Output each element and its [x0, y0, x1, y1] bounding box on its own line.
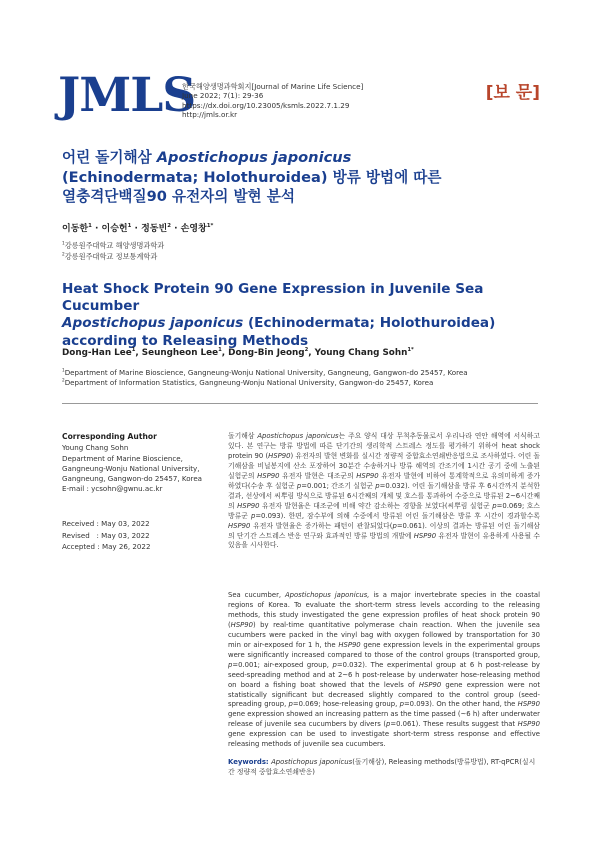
affiliation — [62, 368, 468, 378]
author-separator: , — [308, 348, 315, 358]
journal-url[interactable]: http://jmls.or.kr — [182, 110, 238, 120]
corresponding-author-line: Gangneung-Wonju National University, — [62, 463, 200, 473]
italic-run: HSP90 — [517, 700, 540, 709]
text-run: 유전자 발현이 유용하게 사용될 수 있음을 시사한다. — [228, 531, 541, 550]
affiliation-text: 강릉원주대학교 해양생명과학과 — [64, 241, 165, 250]
author-name: 이동한 — [62, 224, 89, 234]
corresponding-author — [62, 432, 212, 495]
text-run: 유전자 발현에 비하여 통계학적으로 유의미하게 증가하였다(수송 후 실험군 — [228, 471, 540, 490]
author-name: Dong-Bin Jeong — [228, 348, 305, 358]
section-divider — [62, 403, 538, 404]
text-run: 유전자 발현율은 증가하는 패턴이 관찰되었다( — [250, 521, 393, 530]
text-run: 는 주요 양식 대상 무척추동물로서 우리나라 연안 해역에 서식하고 있다. 본 연구는 방류 방법에 따른 단기간의 생리학적 스트레스 정도를 평가하기 위하여 heat shock protein 90 ( — [228, 432, 541, 460]
italic-run: Apostichopus japonicus — [271, 758, 353, 766]
corresponding-author-email[interactable]: E-mail : ycsohn@gwnu.ac.kr — [62, 484, 163, 494]
text-run: =0.093). On the other hand, the — [403, 700, 518, 709]
keywords-text — [228, 758, 535, 776]
corresponding-author-line: Department of Marine Bioscience, — [62, 453, 183, 463]
article-type-label: [보 문] — [485, 83, 540, 103]
corresponding-author-line: Young Chang Sohn — [62, 443, 129, 453]
english-abstract — [228, 591, 540, 750]
text-run: =0.032). The experimental group at 6 h post-release by seed-spreading method and at 2~6 h post-release by underwater hose-releasing method on board a fishing boat showed that the levels of — [228, 660, 540, 689]
author-separator: · — [131, 224, 142, 234]
affiliation-sup: 1 — [62, 368, 65, 374]
author-separator: · — [91, 224, 102, 234]
author-sup: 2 — [167, 223, 171, 229]
text-run: =0.032). 어린 돌기해삼을 방류 후 6시간까지 분석한 결과, 선상에서 씨뿌림 방식으로 방류된 6시간째의 개체 및 호스를 통과하여 수중으로 방류된 2~6시간째의 — [228, 481, 541, 510]
author-name: Seungheon Lee — [141, 348, 219, 358]
text-run: =0.069; 호스 방류군 — [228, 501, 540, 520]
italic-run: HSP90 — [517, 720, 540, 729]
text-run: =0.061). These results suggest that — [390, 720, 518, 729]
italic-run: p — [288, 700, 293, 709]
author-name: Young Chang Sohn — [314, 348, 408, 358]
author-name: 정동빈 — [141, 224, 168, 234]
text-run: ) by real-time quantitative polymerase chain reaction. When the juvenile sea cucumbers were packed in the vinyl bag with oxygen followed by transportation for 30 min or air-exposed for 1 h, the — [228, 620, 540, 649]
text-run: =0.093). 한편, 잠수부에 의해 수중에서 방류된 어린 돌기해삼은 방류 후 시간이 경과할수록 — [255, 511, 540, 520]
affiliation-sup: 1 — [62, 241, 65, 247]
korean-affiliations — [62, 241, 164, 262]
affiliation-text: Department of Marine Bioscience, Gangneung-Wonju National University, Gangneung, Gangwon-do 25457, Korea — [64, 368, 468, 377]
author-sup: 1* — [206, 223, 214, 229]
text-run: =0.001; air-exposed group, — [232, 660, 333, 669]
article-dates — [62, 518, 150, 553]
journal-info — [182, 82, 363, 120]
english-title-line-2 — [62, 315, 542, 332]
italic-run: p — [386, 720, 391, 729]
italic-run: p — [375, 481, 380, 490]
corresponding-author-line: Gangneung, Gangwon-do 25457, Korea — [62, 474, 203, 484]
italic-run: HSP90 — [230, 620, 253, 629]
english-title-text: (Echinodermata; Holothuroidea) — [243, 315, 496, 332]
italic-run: p — [492, 501, 497, 510]
korean-abstract — [228, 432, 540, 551]
affiliation-text: Department of Information Statistics, Gangneung-Wonju National University, Gangwon-do 25457, Korea — [64, 378, 434, 388]
text-run: is a major invertebrate species in the coastal regions of Korea. To evaluate the short-term stress levels according to the releasing methods, this study investigated the gene expression profiles of heat shock protein 90 ( — [228, 591, 540, 629]
italic-run: p — [250, 511, 256, 520]
korean-authors — [62, 221, 213, 234]
text-run: gene expression showed an increasing pattern as the time passed (~6 h) after underwater release of juvenile sea cucumbers by divers ( — [228, 710, 540, 729]
korean-title-text: 어린 돌기해삼 — [62, 149, 157, 166]
english-title-species: Apostichopus japonicus — [62, 315, 244, 332]
english-authors — [62, 348, 414, 358]
author-sup: 1 — [218, 347, 222, 354]
affiliation-text: 강릉원주대학교 정보통계학과 — [64, 251, 158, 261]
text-run: =0.061). 이상의 결과는 방류된 어린 돌기해삼의 단기간 스트레스 반응 연구와 효과적인 방류 방법의 개발에 — [228, 521, 540, 540]
author-sup: 1 — [88, 223, 92, 229]
italic-run: HSP90 — [356, 471, 379, 480]
italic-run: HSP90 — [413, 531, 437, 540]
author-sup: 1 — [127, 223, 132, 229]
italic-run: p — [296, 481, 302, 490]
affiliation — [62, 252, 164, 263]
english-title-line-1: Heat Shock Protein 90 Gene Expression in Juvenile Sea Cucumber — [62, 281, 484, 315]
author-name: 이승헌 — [101, 224, 128, 234]
text-run: 유전자 발현율은 대조군에 비해 약간 감소하는 경향을 보였다(씨뿌림 실험군 — [259, 501, 493, 510]
italic-run: p — [332, 660, 337, 669]
italic-run: p — [228, 660, 233, 669]
author-separator: , — [221, 348, 229, 358]
journal-issue: June 2022; 7(1): 29-36 — [182, 91, 264, 101]
author-name: 손영창 — [180, 224, 207, 234]
korean-title-line-3: 열충격단백질90 유전자의 발현 분석 — [62, 188, 295, 205]
korean-title-species: Apostichopus japonicus — [156, 149, 352, 166]
text-run: =0.069; hose-releasing group, — [292, 700, 400, 709]
accepted-date: Accepted : May 26, 2022 — [62, 542, 151, 551]
english-title-line-3: according to Releasing Methods — [62, 332, 309, 349]
author-separator: , — [135, 348, 142, 358]
text-run: gene expression can be used to investigate short-term stress response and effective releasing methods of juvenile sea cucumbers. — [228, 730, 540, 749]
korean-title-line-1 — [62, 148, 542, 168]
korean-title — [62, 148, 542, 207]
english-title — [62, 281, 542, 350]
english-affiliations — [62, 368, 468, 388]
text-run: (돌기해삼), Releasing methods(방류방법), RT-qPCR(실시간 정량적 중합효소연쇄반응) — [228, 758, 536, 776]
text-run: ) 유전자의 발현 변화를 실시간 정량적 중합효소연쇄반응법으로 조사하였다. 어린 돌기해삼을 비닐봉지에 산소 포장하여 30분간 수송하거나 방류 해역의 간조기에 1시간 공기 중에 노출된 실험군의 — [228, 451, 541, 480]
journal-logo: JMLS — [58, 68, 196, 123]
corresponding-author-heading: Corresponding Author — [62, 432, 157, 441]
text-run: 돌기해삼 — [228, 432, 258, 440]
author-sup: 1* — [407, 347, 414, 354]
text-run: gene expression levels in the experimental groups were significantly increased compared to those of the control groups (transported group, — [228, 640, 540, 659]
author-separator: · — [170, 224, 181, 234]
affiliation — [62, 378, 468, 388]
revised-date: Revised : May 03, 2022 — [62, 530, 150, 540]
affiliation-sup: 2 — [62, 378, 65, 384]
journal-doi[interactable]: https://dx.doi.org/10.23005/ksmls.2022.7.1.29 — [182, 100, 350, 110]
italic-run: HSP90 — [228, 521, 251, 530]
italic-run: Apostichopus japonicus, — [284, 591, 370, 599]
text-run: =0.001; 간조기 실험군 — [301, 481, 376, 490]
italic-run: p — [392, 521, 397, 530]
korean-title-line-2: (Echinodermata; Holothuroidea) 방류 방법에 따른 — [62, 168, 442, 186]
author-sup: 2 — [304, 347, 309, 354]
italic-run: HSP90 — [418, 680, 442, 689]
italic-run: p — [399, 700, 404, 709]
received-date: Received : May 03, 2022 — [62, 519, 150, 528]
journal-name: 한국해양생명과학회지[Journal of Marine Life Science] — [182, 82, 364, 91]
affiliation-sup: 2 — [62, 252, 65, 258]
text-run: Sea cucumber, — [228, 591, 285, 599]
italic-run: HSP90 — [338, 640, 361, 649]
keywords — [228, 758, 540, 778]
italic-run: Apostichopus japonicus — [257, 432, 339, 440]
italic-run: HSP90 — [237, 501, 260, 510]
text-run: 유전자 발현은 대조군의 — [279, 471, 357, 480]
italic-run: HSP90 — [257, 471, 280, 480]
affiliation — [62, 241, 164, 252]
keywords-label: Keywords: — [228, 758, 272, 766]
text-run: gene expression were not statistically significant but decreased slightly compared to the control group (seed-spreading group, — [228, 680, 541, 709]
author-name: Dong-Han Lee — [62, 348, 132, 358]
italic-run: HSP90 — [268, 451, 291, 460]
author-sup: 1 — [131, 347, 136, 354]
